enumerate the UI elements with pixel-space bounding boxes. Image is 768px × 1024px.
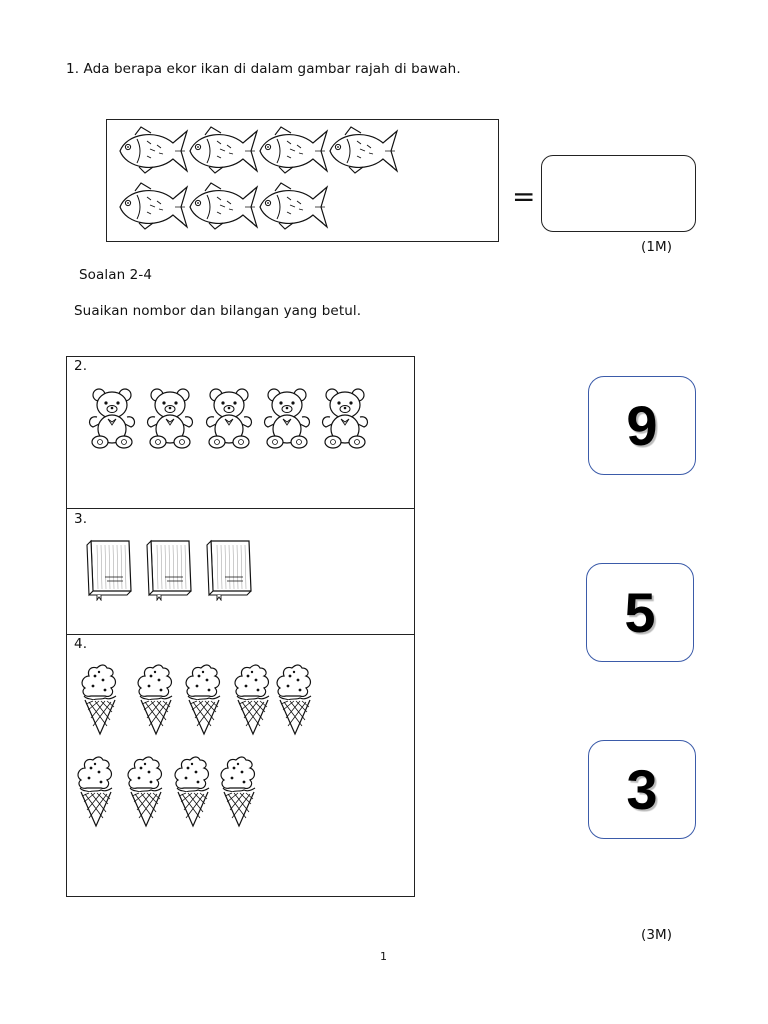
fish-row-2 [120, 183, 327, 229]
teddy-bear-icon [265, 389, 310, 448]
teddy-bear-icon [148, 389, 193, 448]
ice-cream-icon [235, 665, 269, 734]
ice-cream-icon [78, 757, 112, 826]
ice-cream-icon [175, 757, 209, 826]
fish-icon [120, 183, 187, 229]
table-row-q3 [67, 508, 414, 635]
teddy-bear-icon [207, 389, 252, 448]
number-card-9[interactable]: 9 [588, 376, 696, 475]
fish-icon [120, 127, 187, 173]
marks-q1: (1M) [641, 239, 673, 255]
number-card-5[interactable]: 5 [586, 563, 694, 662]
section-title: Soalan 2-4 [79, 267, 153, 283]
fish-icon [330, 127, 397, 173]
ice-cream-icon [186, 665, 220, 734]
ice-cream-icon [128, 757, 162, 826]
ice-cream-icon [277, 665, 311, 734]
book-icon [87, 541, 131, 600]
question-number: 4. [74, 636, 88, 652]
equals-sign: = [512, 180, 536, 213]
book-icon [147, 541, 191, 600]
answer-box-q1[interactable] [541, 155, 696, 232]
teddy-bear-icon [90, 389, 135, 448]
teddy-bear-icon [323, 389, 368, 448]
fish-row-1 [120, 127, 397, 173]
book-icon [207, 541, 251, 600]
table-row-q2 [67, 357, 414, 509]
matching-table [66, 356, 415, 897]
table-row-q4 [67, 634, 414, 896]
section-instruction: Suaikan nombor dan bilangan yang betul. [74, 303, 362, 319]
question-number: 2. [74, 358, 88, 374]
ice-cream-icon [138, 665, 172, 734]
fish-icon [190, 127, 257, 173]
fish-picture-box [106, 119, 499, 242]
number-card-3[interactable]: 3 [588, 740, 696, 839]
fish-icon [260, 127, 327, 173]
page-number: 1 [380, 950, 387, 963]
total-marks: (3M) [641, 927, 673, 943]
ice-cream-icon [82, 665, 116, 734]
fish-icon [260, 183, 327, 229]
fish-icon [190, 183, 257, 229]
question-1-text: 1. Ada berapa ekor ikan di dalam gambar rajah di bawah. [66, 61, 461, 77]
ice-cream-icon [221, 757, 255, 826]
question-number: 3. [74, 511, 88, 527]
